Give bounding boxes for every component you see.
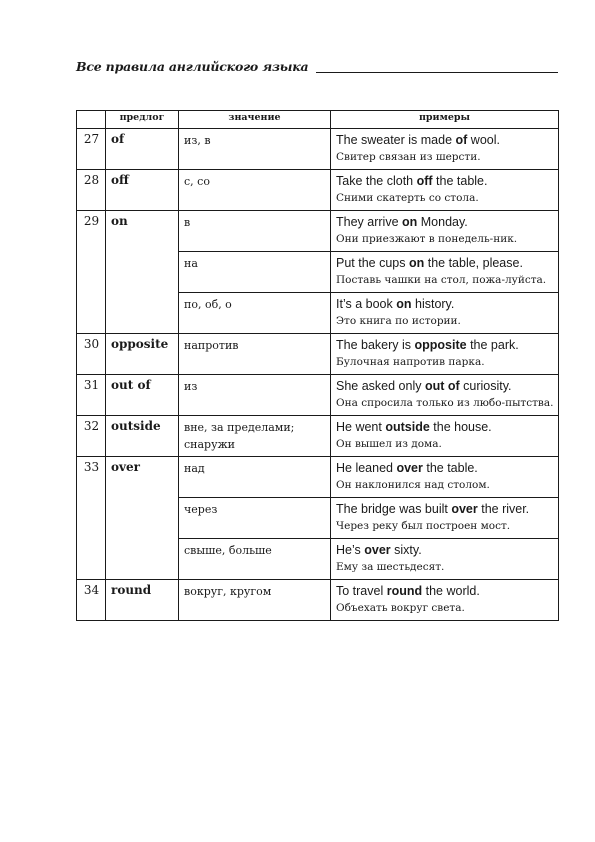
example-cell [331,170,559,211]
entry-number: 28 [77,170,106,211]
entry-number: 32 [77,416,106,457]
example-cell [331,457,559,498]
header-num [77,111,106,129]
preposition: off [106,170,179,211]
example-russian: Она спросила только из любо-пытства. [336,397,554,409]
entry-number: 31 [77,375,106,416]
example-english: They arrive on Monday. [336,215,468,229]
example-russian: Объехать вокруг света. [336,602,465,614]
example-english: It’s a book on history. [336,297,455,311]
preposition: over [106,457,179,580]
table-row [77,129,559,170]
example-cell [331,293,559,334]
meaning: вокруг, кругом [179,580,331,621]
preposition: out of [106,375,179,416]
preposition: on [106,211,179,334]
meaning: в [179,211,331,252]
example-cell [331,129,559,170]
example-english: He leaned over the table. [336,461,478,475]
meaning: из [179,375,331,416]
example-cell [331,498,559,539]
example-english: He went outside the house. [336,420,492,434]
example-russian: Свитер связан из шерсти. [336,151,481,163]
header-preposition: предлог [106,111,179,129]
entry-number: 29 [77,211,106,334]
example-english: He’s over sixty. [336,543,422,557]
example-cell [331,252,559,293]
example-russian: Ему за шестьдесят. [336,561,445,573]
preposition: opposite [106,334,179,375]
meaning: напротив [179,334,331,375]
example-english: The bridge was built over the river. [336,502,530,516]
table-row [77,580,559,621]
table-row [77,416,559,457]
preposition: outside [106,416,179,457]
table-row [77,375,559,416]
entry-number: 33 [77,457,106,580]
prepositions-table [76,110,559,621]
meaning: через [179,498,331,539]
example-russian: Они приезжают в понедель-ник. [336,233,518,245]
meaning: над [179,457,331,498]
example-english: She asked only out of curiosity. [336,379,512,393]
example-russian: Он вышел из дома. [336,438,442,450]
meaning: по, об, о [179,293,331,334]
meaning: на [179,252,331,293]
table-row [77,334,559,375]
table-row [77,170,559,211]
entry-number: 34 [77,580,106,621]
running-title: Все правила английского языка [76,59,309,74]
example-russian: Это книга по истории. [336,315,461,327]
example-cell [331,211,559,252]
meaning: вне, за пределами; снаружи [179,416,331,457]
header-meaning: значение [179,111,331,129]
header-examples: примеры [331,111,559,129]
example-english: Take the cloth off the table. [336,174,488,188]
example-russian: Булочная напротив парка. [336,356,485,368]
example-cell [331,334,559,375]
example-cell [331,539,559,580]
example-cell [331,375,559,416]
table-row [77,457,559,498]
meaning: с, со [179,170,331,211]
example-russian: Он наклонился над столом. [336,479,490,491]
example-english: The sweater is made of wool. [336,133,500,147]
running-head [76,60,558,74]
example-russian: Сними скатерть со стола. [336,192,479,204]
example-cell [331,580,559,621]
entry-number: 27 [77,129,106,170]
example-english: The bakery is opposite the park. [336,338,519,352]
header-rule [316,72,558,73]
example-english: To travel round the world. [336,584,480,598]
table-row [77,211,559,252]
meaning: из, в [179,129,331,170]
example-russian: Через реку был построен мост. [336,520,511,532]
preposition: round [106,580,179,621]
example-cell [331,416,559,457]
entry-number: 30 [77,334,106,375]
example-english: Put the cups on the table, please. [336,256,523,270]
meaning: свыше, больше [179,539,331,580]
example-russian: Поставь чашки на стол, пожа-луйста. [336,274,547,286]
preposition: of [106,129,179,170]
table-header-row [77,111,559,129]
